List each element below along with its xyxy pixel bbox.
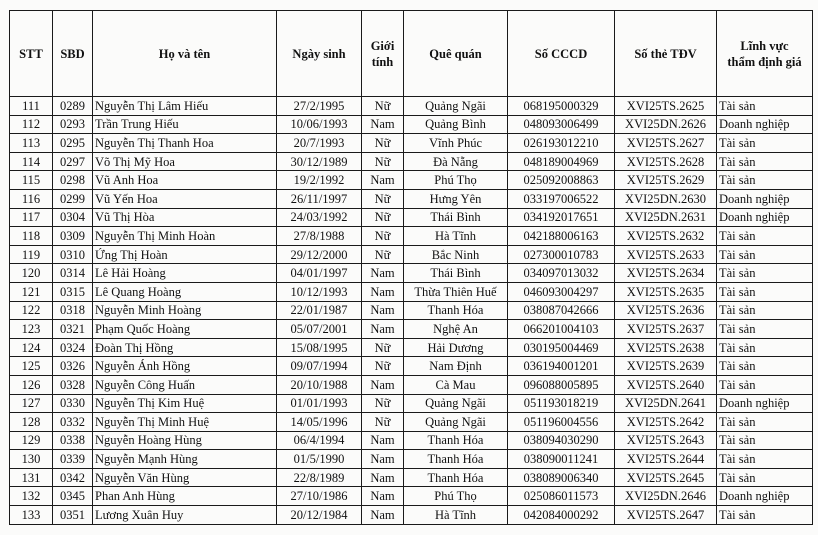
header-dob: Ngày sinh <box>277 11 362 97</box>
cell-card: XVI25DN.2626 <box>615 115 717 134</box>
cell-name: Lê Quang Hoàng <box>93 282 277 301</box>
cell-gender: Nam <box>362 375 404 394</box>
cell-field: Tài sản <box>717 282 813 301</box>
cell-stt: 131 <box>10 468 53 487</box>
cell-sbd: 0351 <box>53 506 93 525</box>
cell-cccd: 033197006522 <box>508 189 615 208</box>
cell-field: Tài sản <box>717 301 813 320</box>
cell-dob: 15/08/1995 <box>277 338 362 357</box>
cell-sbd: 0342 <box>53 468 93 487</box>
cell-stt: 113 <box>10 134 53 153</box>
cell-field: Tài sản <box>717 320 813 339</box>
cell-sbd: 0304 <box>53 208 93 227</box>
cell-card: XVI25TS.2633 <box>615 245 717 264</box>
cell-dob: 20/7/1993 <box>277 134 362 153</box>
cell-sbd: 0295 <box>53 134 93 153</box>
cell-field: Tài sản <box>717 245 813 264</box>
cell-field: Tài sản <box>717 134 813 153</box>
cell-card: XVI25DN.2630 <box>615 189 717 208</box>
cell-field: Tài sản <box>717 264 813 283</box>
cell-sbd: 0332 <box>53 413 93 432</box>
cell-name: Nguyễn Thị Kim Huệ <box>93 394 277 413</box>
cell-card: XVI25TS.2629 <box>615 171 717 190</box>
cell-card: XVI25TS.2637 <box>615 320 717 339</box>
cell-dob: 30/12/1989 <box>277 152 362 171</box>
cell-field: Tài sản <box>717 450 813 469</box>
cell-cccd: 051193018219 <box>508 394 615 413</box>
cell-cccd: 046093004297 <box>508 282 615 301</box>
cell-stt: 118 <box>10 227 53 246</box>
cell-dob: 14/05/1996 <box>277 413 362 432</box>
cell-stt: 130 <box>10 450 53 469</box>
cell-hometown: Phú Thọ <box>404 171 508 190</box>
cell-field: Doanh nghiệp <box>717 189 813 208</box>
cell-field: Tài sản <box>717 413 813 432</box>
table-row <box>10 245 813 264</box>
cell-hometown: Cà Mau <box>404 375 508 394</box>
cell-sbd: 0339 <box>53 450 93 469</box>
header-gender <box>362 11 404 97</box>
cell-gender: Nữ <box>362 152 404 171</box>
header-stt: STT <box>10 11 53 97</box>
cell-gender: Nữ <box>362 134 404 153</box>
cell-sbd: 0309 <box>53 227 93 246</box>
cell-hometown: Quảng Ngãi <box>404 413 508 432</box>
cell-card: XVI25TS.2647 <box>615 506 717 525</box>
cell-stt: 124 <box>10 338 53 357</box>
cell-name: Vũ Yến Hoa <box>93 189 277 208</box>
cell-hometown: Đà Nẵng <box>404 152 508 171</box>
cell-stt: 121 <box>10 282 53 301</box>
cell-name: Nguyễn Mạnh Hùng <box>93 450 277 469</box>
table-row <box>10 208 813 227</box>
cell-gender: Nam <box>362 320 404 339</box>
header-field <box>717 11 813 97</box>
cell-stt: 125 <box>10 357 53 376</box>
cell-cccd: 036194001201 <box>508 357 615 376</box>
cell-stt: 117 <box>10 208 53 227</box>
cell-stt: 114 <box>10 152 53 171</box>
table-row <box>10 134 813 153</box>
cell-gender: Nam <box>362 506 404 525</box>
cell-hometown: Nam Định <box>404 357 508 376</box>
cell-name: Đoàn Thị Hồng <box>93 338 277 357</box>
table-body <box>10 97 813 525</box>
cell-hometown: Hải Dương <box>404 338 508 357</box>
cell-dob: 27/2/1995 <box>277 97 362 116</box>
cell-cccd: 051196004556 <box>508 413 615 432</box>
cell-stt: 112 <box>10 115 53 134</box>
table-row <box>10 264 813 283</box>
cell-name: Nguyễn Thị Minh Hoàn <box>93 227 277 246</box>
cell-card: XVI25TS.2628 <box>615 152 717 171</box>
cell-name: Nguyễn Thị Minh Huệ <box>93 413 277 432</box>
cell-cccd: 096088005895 <box>508 375 615 394</box>
header-field-line1: Lĩnh vực <box>740 38 789 53</box>
cell-gender: Nữ <box>362 357 404 376</box>
cell-card: XVI25TS.2640 <box>615 375 717 394</box>
cell-sbd: 0321 <box>53 320 93 339</box>
candidate-table <box>9 10 813 525</box>
cell-dob: 01/5/1990 <box>277 450 362 469</box>
cell-cccd: 025092008863 <box>508 171 615 190</box>
cell-cccd: 025086011573 <box>508 487 615 506</box>
cell-stt: 132 <box>10 487 53 506</box>
cell-name: Ứng Thị Hoàn <box>93 245 277 264</box>
cell-cccd: 068195000329 <box>508 97 615 116</box>
cell-hometown: Thanh Hóa <box>404 468 508 487</box>
cell-stt: 122 <box>10 301 53 320</box>
cell-name: Võ Thị Mỹ Hoa <box>93 152 277 171</box>
cell-sbd: 0289 <box>53 97 93 116</box>
cell-dob: 01/01/1993 <box>277 394 362 413</box>
cell-card: XVI25TS.2639 <box>615 357 717 376</box>
cell-cccd: 038087042666 <box>508 301 615 320</box>
cell-sbd: 0338 <box>53 431 93 450</box>
cell-hometown: Quảng Ngãi <box>404 394 508 413</box>
cell-dob: 20/10/1988 <box>277 375 362 394</box>
cell-field: Tài sản <box>717 338 813 357</box>
cell-dob: 27/8/1988 <box>277 227 362 246</box>
table-row <box>10 189 813 208</box>
cell-stt: 111 <box>10 97 53 116</box>
cell-gender: Nam <box>362 431 404 450</box>
cell-name: Nguyễn Thị Lâm Hiếu <box>93 97 277 116</box>
cell-sbd: 0299 <box>53 189 93 208</box>
header-field-line2: thẩm định giá <box>727 54 802 69</box>
cell-sbd: 0297 <box>53 152 93 171</box>
cell-cccd: 034097013032 <box>508 264 615 283</box>
cell-hometown: Vĩnh Phúc <box>404 134 508 153</box>
cell-cccd: 030195004469 <box>508 338 615 357</box>
cell-card: XVI25TS.2645 <box>615 468 717 487</box>
cell-sbd: 0310 <box>53 245 93 264</box>
table-row <box>10 431 813 450</box>
cell-name: Nguyễn Ánh Hồng <box>93 357 277 376</box>
cell-hometown: Thái Bình <box>404 208 508 227</box>
cell-hometown: Nghệ An <box>404 320 508 339</box>
cell-stt: 116 <box>10 189 53 208</box>
cell-stt: 133 <box>10 506 53 525</box>
cell-stt: 120 <box>10 264 53 283</box>
cell-dob: 29/12/2000 <box>277 245 362 264</box>
cell-name: Lương Xuân Huy <box>93 506 277 525</box>
header-name: Họ và tên <box>93 11 277 97</box>
cell-cccd: 027300010783 <box>508 245 615 264</box>
cell-dob: 24/03/1992 <box>277 208 362 227</box>
cell-name: Nguyễn Công Huấn <box>93 375 277 394</box>
cell-gender: Nữ <box>362 208 404 227</box>
cell-gender: Nam <box>362 282 404 301</box>
header-sbd: SBD <box>53 11 93 97</box>
cell-dob: 20/12/1984 <box>277 506 362 525</box>
cell-gender: Nữ <box>362 338 404 357</box>
cell-hometown: Phú Thọ <box>404 487 508 506</box>
cell-card: XVI25TS.2634 <box>615 264 717 283</box>
cell-sbd: 0345 <box>53 487 93 506</box>
cell-dob: 10/12/1993 <box>277 282 362 301</box>
cell-gender: Nam <box>362 115 404 134</box>
header-gender-line1: Giới <box>370 38 395 53</box>
cell-hometown: Hà Tĩnh <box>404 506 508 525</box>
table-row <box>10 487 813 506</box>
cell-field: Tài sản <box>717 171 813 190</box>
cell-field: Tài sản <box>717 375 813 394</box>
cell-dob: 09/07/1994 <box>277 357 362 376</box>
cell-dob: 27/10/1986 <box>277 487 362 506</box>
cell-field: Tài sản <box>717 227 813 246</box>
cell-dob: 22/8/1989 <box>277 468 362 487</box>
cell-name: Lê Hải Hoàng <box>93 264 277 283</box>
cell-dob: 05/07/2001 <box>277 320 362 339</box>
cell-gender: Nam <box>362 450 404 469</box>
cell-field: Tài sản <box>717 468 813 487</box>
cell-hometown: Thanh Hóa <box>404 450 508 469</box>
table-row <box>10 152 813 171</box>
cell-name: Vũ Thị Hòa <box>93 208 277 227</box>
cell-hometown: Thanh Hóa <box>404 301 508 320</box>
cell-field: Tài sản <box>717 431 813 450</box>
table-row <box>10 282 813 301</box>
cell-hometown: Hưng Yên <box>404 189 508 208</box>
cell-cccd: 048189004969 <box>508 152 615 171</box>
cell-field: Doanh nghiệp <box>717 394 813 413</box>
table-row <box>10 375 813 394</box>
cell-field: Doanh nghiệp <box>717 487 813 506</box>
cell-gender: Nữ <box>362 394 404 413</box>
cell-card: XVI25TS.2636 <box>615 301 717 320</box>
cell-hometown: Hà Tĩnh <box>404 227 508 246</box>
cell-hometown: Bắc Ninh <box>404 245 508 264</box>
cell-sbd: 0324 <box>53 338 93 357</box>
cell-dob: 19/2/1992 <box>277 171 362 190</box>
cell-gender: Nam <box>362 171 404 190</box>
cell-gender: Nữ <box>362 227 404 246</box>
cell-dob: 06/4/1994 <box>277 431 362 450</box>
cell-cccd: 038089006340 <box>508 468 615 487</box>
cell-gender: Nam <box>362 301 404 320</box>
cell-stt: 119 <box>10 245 53 264</box>
cell-card: XVI25DN.2631 <box>615 208 717 227</box>
cell-field: Tài sản <box>717 357 813 376</box>
cell-gender: Nữ <box>362 189 404 208</box>
cell-name: Nguyễn Minh Hoàng <box>93 301 277 320</box>
cell-gender: Nam <box>362 468 404 487</box>
cell-hometown: Quảng Ngãi <box>404 97 508 116</box>
cell-dob: 10/06/1993 <box>277 115 362 134</box>
cell-stt: 127 <box>10 394 53 413</box>
cell-sbd: 0318 <box>53 301 93 320</box>
cell-name: Trần Trung Hiếu <box>93 115 277 134</box>
cell-card: XVI25TS.2632 <box>615 227 717 246</box>
cell-card: XVI25DN.2646 <box>615 487 717 506</box>
cell-stt: 126 <box>10 375 53 394</box>
header-hometown: Quê quán <box>404 11 508 97</box>
cell-card: XVI25TS.2643 <box>615 431 717 450</box>
cell-cccd: 034192017651 <box>508 208 615 227</box>
cell-hometown: Thái Bình <box>404 264 508 283</box>
cell-name: Nguyễn Thị Thanh Hoa <box>93 134 277 153</box>
table-row <box>10 413 813 432</box>
cell-card: XVI25TS.2627 <box>615 134 717 153</box>
cell-dob: 04/01/1997 <box>277 264 362 283</box>
cell-cccd: 042188006163 <box>508 227 615 246</box>
cell-sbd: 0326 <box>53 357 93 376</box>
cell-card: XVI25TS.2642 <box>615 413 717 432</box>
cell-cccd: 038090011241 <box>508 450 615 469</box>
cell-field: Doanh nghiệp <box>717 208 813 227</box>
cell-hometown: Thanh Hóa <box>404 431 508 450</box>
cell-card: XVI25TS.2644 <box>615 450 717 469</box>
table-row <box>10 97 813 116</box>
cell-card: XVI25TS.2625 <box>615 97 717 116</box>
cell-stt: 128 <box>10 413 53 432</box>
table-row <box>10 171 813 190</box>
cell-name: Phan Anh Hùng <box>93 487 277 506</box>
cell-stt: 129 <box>10 431 53 450</box>
cell-name: Phạm Quốc Hoàng <box>93 320 277 339</box>
header-row <box>10 11 813 97</box>
header-card: Số thẻ TĐV <box>615 11 717 97</box>
cell-gender: Nữ <box>362 97 404 116</box>
header-gender-line2: tính <box>371 54 394 69</box>
cell-sbd: 0330 <box>53 394 93 413</box>
cell-hometown: Thừa Thiên Huế <box>404 282 508 301</box>
cell-field: Tài sản <box>717 506 813 525</box>
cell-field: Doanh nghiệp <box>717 115 813 134</box>
table-row <box>10 394 813 413</box>
header-cccd: Số CCCD <box>508 11 615 97</box>
table-row <box>10 227 813 246</box>
cell-gender: Nam <box>362 487 404 506</box>
cell-name: Nguyễn Hoàng Hùng <box>93 431 277 450</box>
table-row <box>10 468 813 487</box>
cell-gender: Nữ <box>362 413 404 432</box>
cell-field: Tài sản <box>717 152 813 171</box>
cell-sbd: 0298 <box>53 171 93 190</box>
cell-gender: Nam <box>362 264 404 283</box>
cell-field: Tài sản <box>717 97 813 116</box>
table-row <box>10 357 813 376</box>
cell-cccd: 048093006499 <box>508 115 615 134</box>
cell-cccd: 026193012210 <box>508 134 615 153</box>
cell-sbd: 0293 <box>53 115 93 134</box>
cell-sbd: 0328 <box>53 375 93 394</box>
table-row <box>10 320 813 339</box>
table-row <box>10 338 813 357</box>
cell-gender: Nữ <box>362 245 404 264</box>
table-row <box>10 301 813 320</box>
cell-hometown: Quảng Bình <box>404 115 508 134</box>
cell-cccd: 066201004103 <box>508 320 615 339</box>
cell-name: Vũ Anh Hoa <box>93 171 277 190</box>
cell-card: XVI25TS.2638 <box>615 338 717 357</box>
cell-card: XVI25TS.2635 <box>615 282 717 301</box>
cell-stt: 115 <box>10 171 53 190</box>
cell-card: XVI25DN.2641 <box>615 394 717 413</box>
cell-name: Nguyễn Văn Hùng <box>93 468 277 487</box>
cell-dob: 22/01/1987 <box>277 301 362 320</box>
table-row <box>10 506 813 525</box>
table-row <box>10 115 813 134</box>
cell-stt: 123 <box>10 320 53 339</box>
cell-cccd: 042084000292 <box>508 506 615 525</box>
cell-sbd: 0314 <box>53 264 93 283</box>
cell-cccd: 038094030290 <box>508 431 615 450</box>
table-row <box>10 450 813 469</box>
cell-dob: 26/11/1997 <box>277 189 362 208</box>
cell-sbd: 0315 <box>53 282 93 301</box>
